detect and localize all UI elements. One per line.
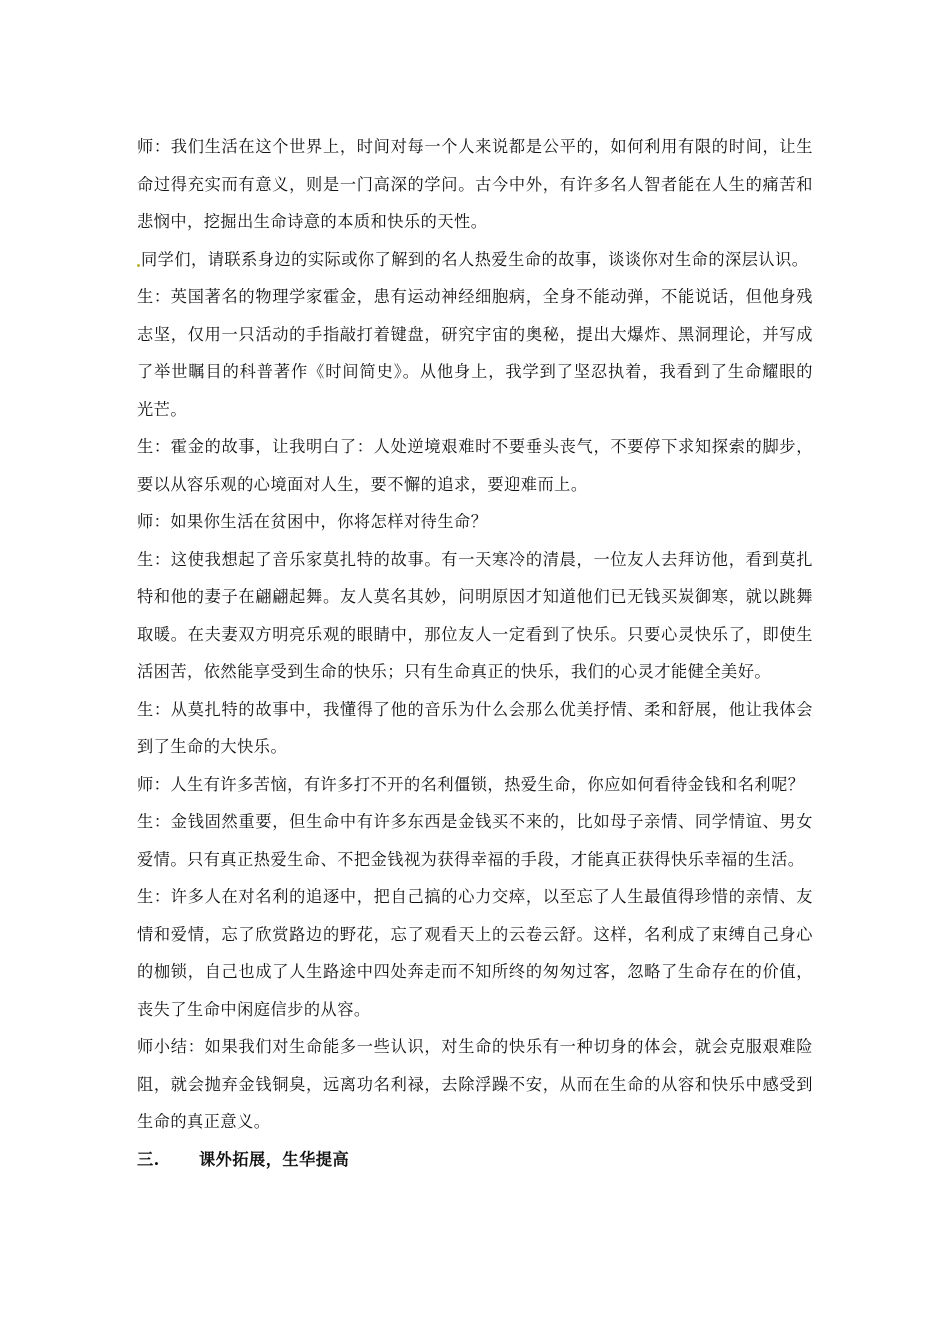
paragraph-teacher-summary: 师小结：如果我们对生命能多一些认识，对生命的快乐有一种切身的体会，就会克服艰难险阻，就会抛弃金钱铜臭，远离功名利禄，去除浮躁不安，从而在生命的从容和快乐中感受到生命的真正意义。 [137, 1037, 813, 1131]
paragraph-student-fame: 生：许多人在对名利的追逐中，把自己搞的心力交瘁，以至忘了人生最值得珍惜的亲情、友情和爱情，忘了欣赏路边的野花，忘了观看天上的云卷云舒。这样，名利成了束缚自己身心的枷锁，自己也成了人生路途中四处奔走而不知所终的匆匆过客，忽略了生命存在的价值，丧失了生命中闲庭信步的从容。 [137, 887, 813, 1019]
paragraph-teacher-poverty: 师：如果你生活在贫困中，你将怎样对待生命？ [137, 512, 488, 531]
document-body [137, 128, 813, 1178]
paragraph-teacher-intro: 师：我们生活在这个世界上，时间对每一个人来说都是公平的，如何利用有限的时间，让生命过得充实而有意义，则是一门高深的学问。古今中外，有许多名人智者能在人生的痛苦和悲悯中，挖掘出生命诗意的本质和快乐的天性。 [137, 137, 813, 231]
section-heading [137, 1141, 813, 1179]
edit-mark-icon [137, 264, 140, 267]
section-title: 课外拓展，生华提高 [199, 1149, 350, 1169]
paragraph-student-hawking: 生：英国著名的物理学家霍金，患有运动神经细胞病，全身不能动弹，不能说话，但他身残志坚，仅用一只活动的手指敲打着键盘，研究宇宙的奥秘，提出大爆炸、黑洞理论，并写成了举世瞩目的科普著作《时间简史》。从他身上，我学到了坚忍执着，我看到了生命耀眼的光芒。 [137, 287, 813, 419]
paragraph-student-mozart: 生：这使我想起了音乐家莫扎特的故事。有一天寒冷的清晨，一位友人去拜访他，看到莫扎特和他的妻子在翩翩起舞。友人莫名其妙，问明原因才知道他们已无钱买炭御寒，就以跳舞取暖。在夫妻双方明亮乐观的眼睛中，那位友人一定看到了快乐。只要心灵快乐了，即使生活困苦，依然能享受到生命的快乐；只有生命真正的快乐，我们的心灵才能健全美好。 [137, 549, 813, 681]
paragraph-student-mozart-lesson: 生：从莫扎特的故事中，我懂得了他的音乐为什么会那么优美抒情、柔和舒展，他让我体会到了生命的大快乐。 [137, 699, 813, 756]
section-number: 三. [137, 1149, 160, 1169]
paragraph-teacher-money: 师：人生有许多苦恼，有许多打不开的名利僵锁，热爱生命，你应如何看待金钱和名利呢？ [137, 774, 805, 794]
paragraph-student-money: 生：金钱固然重要，但生命中有许多东西是金钱买不来的，比如母子亲情、同学情谊、男女爱情。只有真正热爱生命、不把金钱视为获得幸福的手段，才能真正获得快乐幸福的生活。 [137, 812, 813, 869]
paragraph-student-hawking-lesson: 生：霍金的故事，让我明白了：人处逆境艰难时不要垂头丧气，不要停下求知探索的脚步，要以从容乐观的心境面对人生，要不懈的追求，要迎难而上。 [137, 437, 813, 494]
paragraph-question-text: 同学们，请联系身边的实际或你了解到的名人热爱生命的故事，谈谈你对生命的深层认识。 [141, 249, 809, 269]
paragraph-question-students [137, 241, 813, 279]
